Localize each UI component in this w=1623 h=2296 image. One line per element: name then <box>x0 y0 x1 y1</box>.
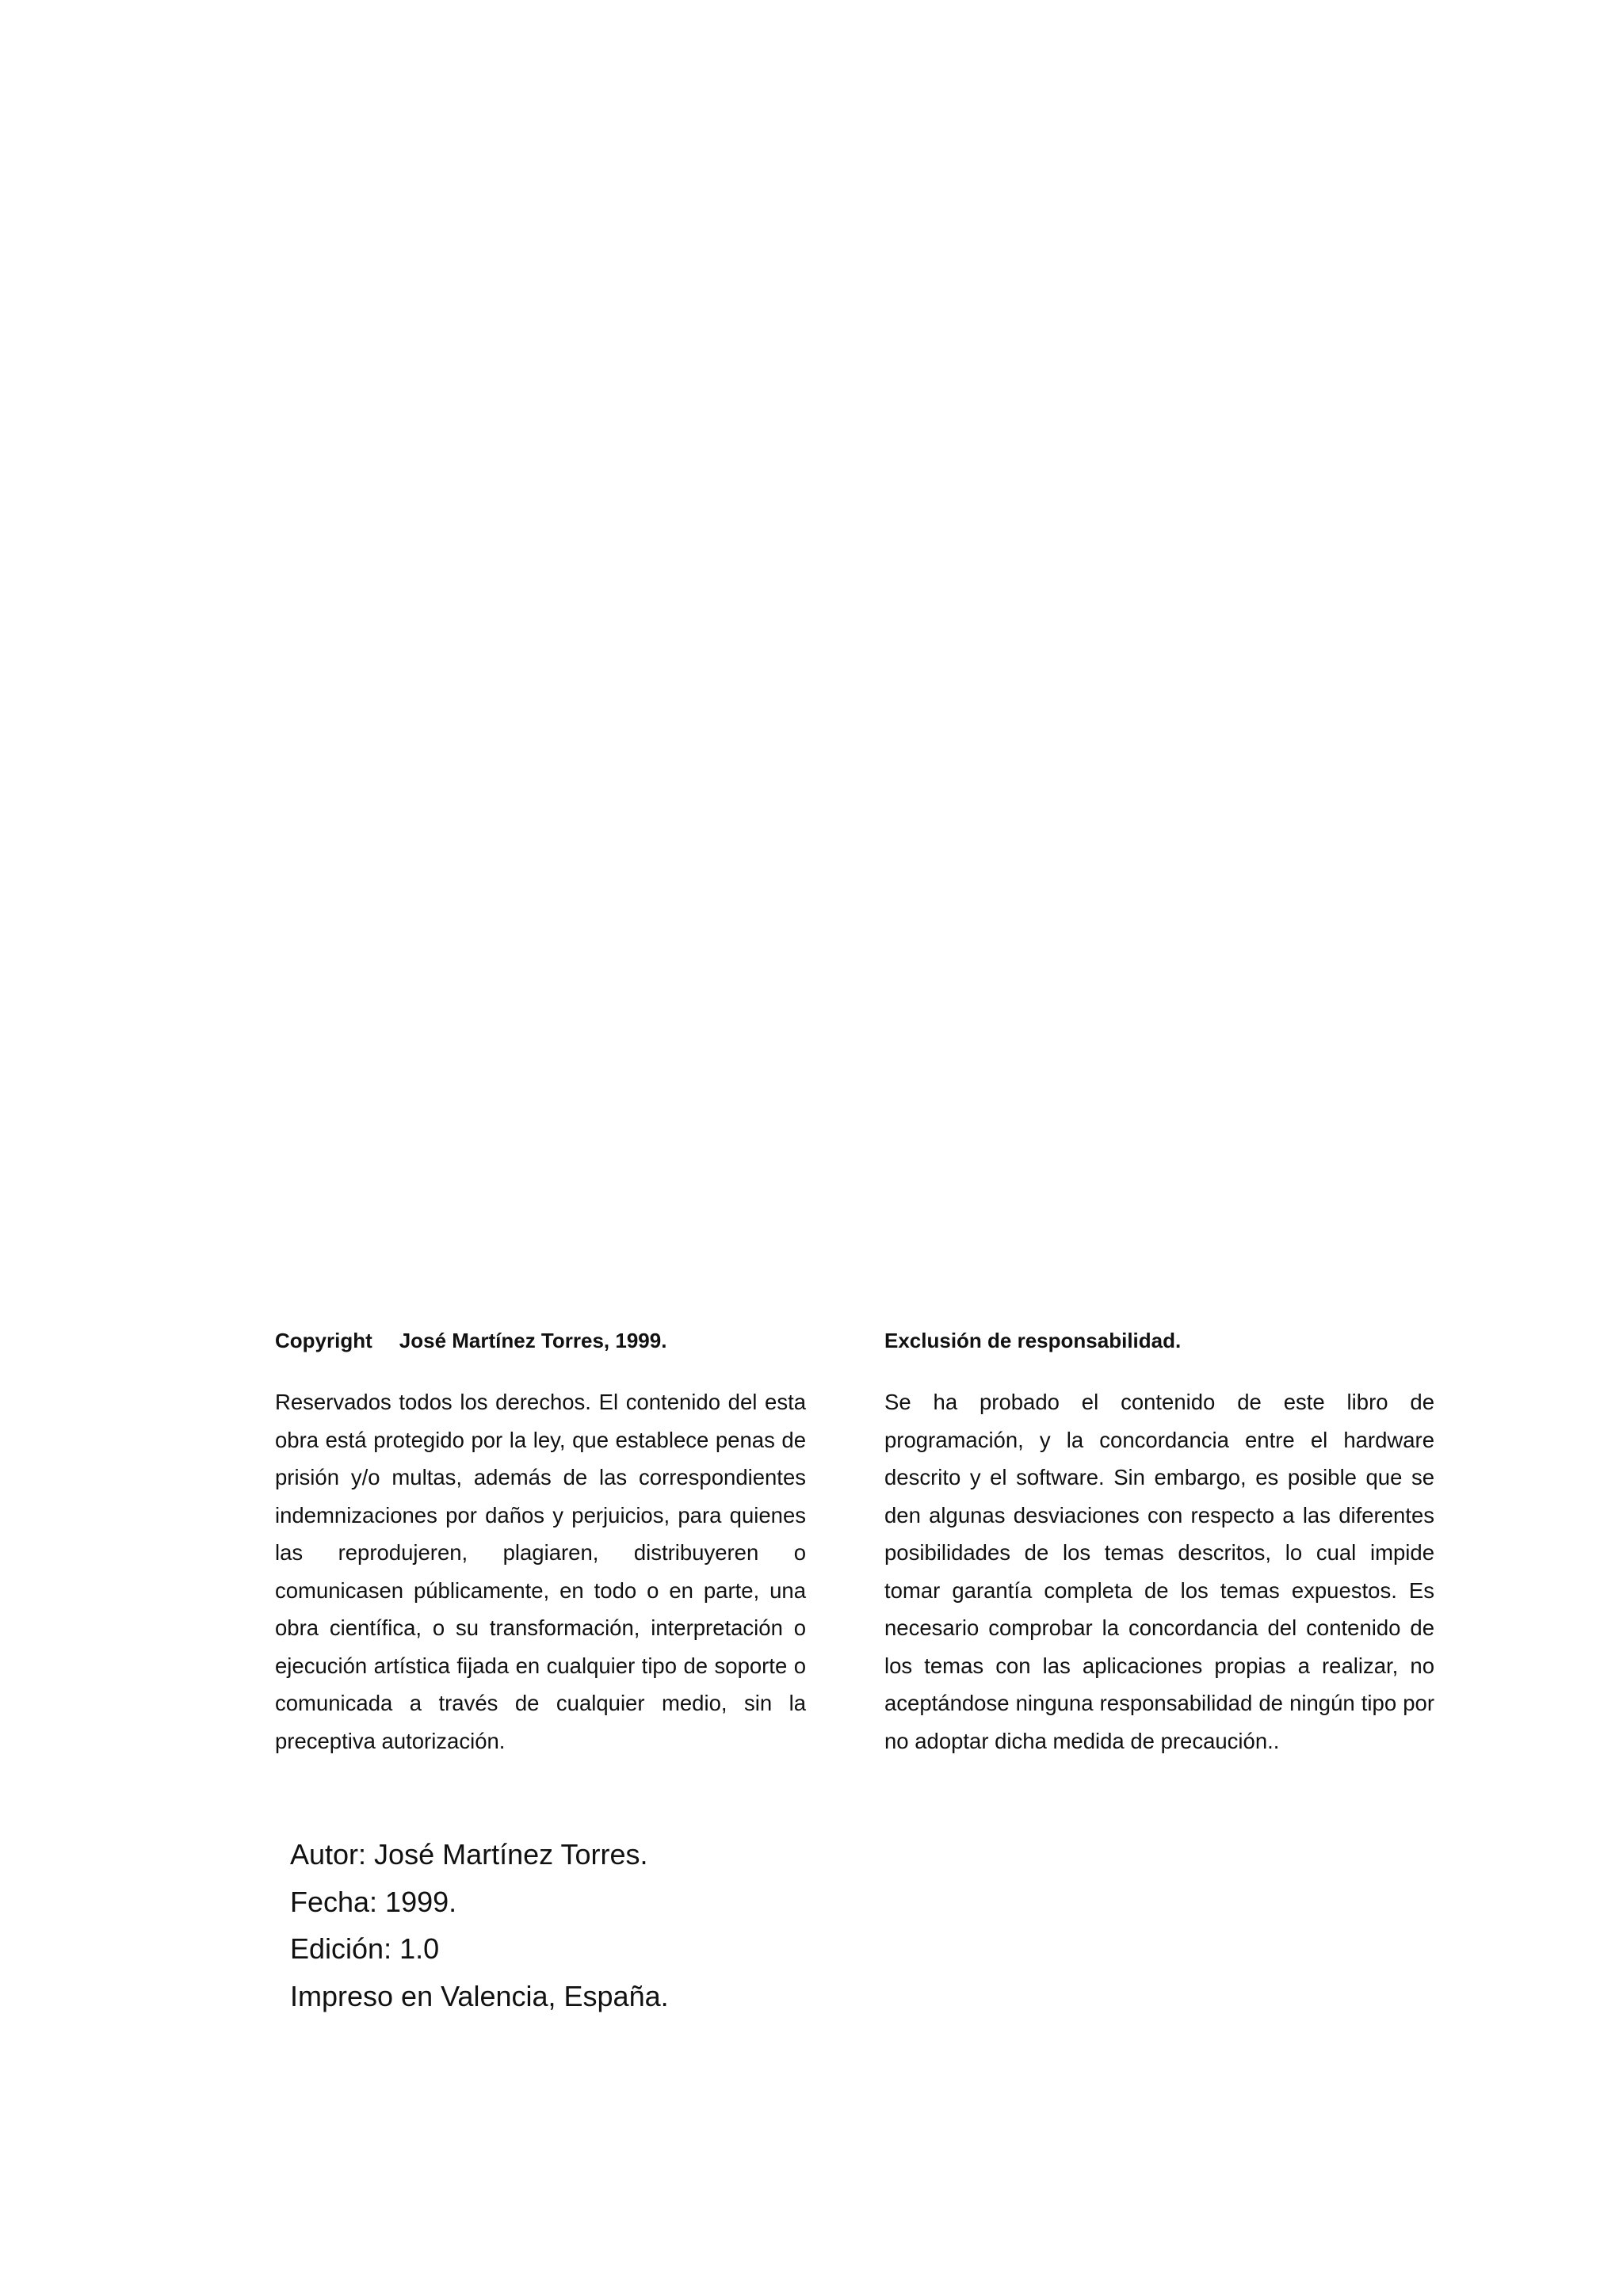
copyright-section <box>275 1315 806 1760</box>
disclaimer-section <box>884 1315 1434 1760</box>
imprint-edition: Edición: 1.0 <box>290 1932 440 1965</box>
copyright-text: Reservados todos los derechos. El contenido del esta obra está protegido por la ley, que establece penas de prisión y/o multas, además de las correspondientes indemnizaciones por daños y perjuicios, para quienes las reprodujeren, plagiaren, distribuyeren o comunicasen públicamente, en todo o en parte, una obra científica, o su transformación, interpretación o ejecución artística fijada en cualquier tipo de soporte o comunicada a través de cualquier medio, sin la preceptiva autorización. <box>275 1390 806 1753</box>
disclaimer-text: Se ha probado el contenido de este libro de programación, y la concordancia entre el hardware descrito y el software. Sin embargo, es posible que se den algunas desviaciones con respecto a las diferentes posibilidades de los temas descritos, lo cual impide tomar garantía completa de los temas expuestos. Es necesario comprobar la concordancia del contenido de los temas con las aplicaciones propias a realizar, no aceptándose ninguna responsabilidad de ningún tipo por no adoptar dicha medida de precaución.. <box>884 1390 1434 1753</box>
copyright-label: Copyright <box>275 1329 372 1352</box>
copyright-holder: José Martínez Torres, 1999. <box>399 1329 667 1352</box>
imprint-printed: Impreso en Valencia, España. <box>290 1979 669 2012</box>
imprint-block <box>290 1831 1083 2019</box>
imprint-author: Autor: José Martínez Torres. <box>290 1838 648 1871</box>
disclaimer-heading: Exclusión de responsabilidad. <box>884 1329 1182 1352</box>
copyright-heading <box>275 1315 806 1366</box>
imprint-date: Fecha: 1999. <box>290 1885 457 1918</box>
